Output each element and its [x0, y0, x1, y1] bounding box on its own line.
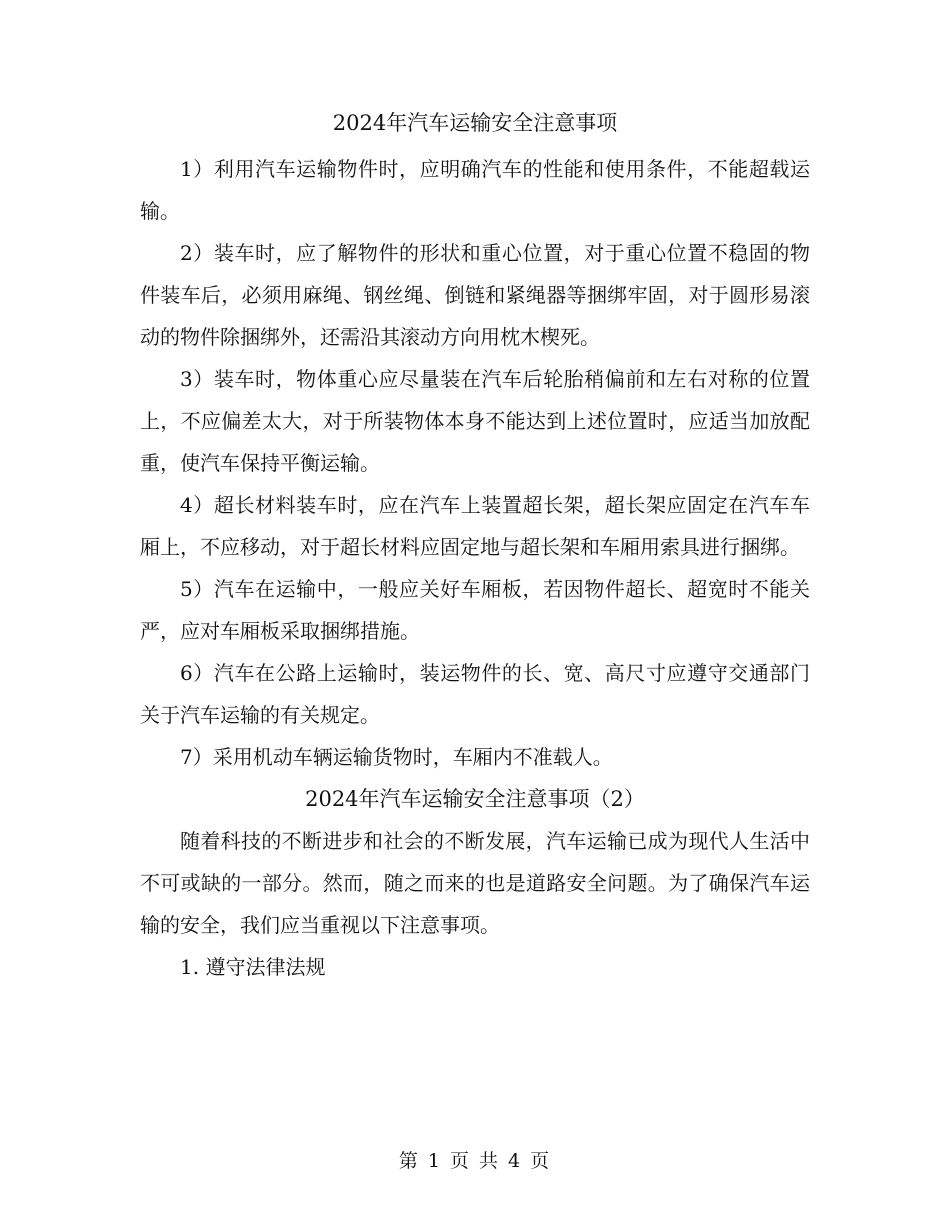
- section-title-2: 2024年汽车运输安全注意事项（2）: [305, 787, 645, 811]
- paragraph-4: 4）超长材料装车时，应在汽车上装置超长架，超长架应固定在汽车车厢上，不应移动，对于超长材料应固定地与超长架和车厢用索具进行捆绑。: [140, 493, 810, 559]
- paragraph-7: 7）采用机动车辆运输货物时，车厢内不准载人。: [180, 745, 613, 769]
- paragraph-3: 3）装车时，物体重心应尽量装在汽车后轮胎稍偏前和左右对称的位置上，不应偏差太大，对于所装物体本身不能达到上述位置时，应适当加放配重，使汽车保持平衡运输。: [140, 367, 810, 475]
- paragraph-6: 6）汽车在公路上运输时，装运物件的长、宽、高尺寸应遵守交通部门关于汽车运输的有关规定。: [140, 661, 810, 727]
- paragraph-1: 1）利用汽车运输物件时，应明确汽车的性能和使用条件，不能超载运输。: [140, 157, 810, 223]
- section-2-heading-1: 1. 遵守法律法规: [180, 955, 326, 979]
- document-title: 2024年汽车运输安全注意事项: [332, 111, 618, 135]
- paragraph-2: 2）装车时，应了解物件的形状和重心位置，对于重心位置不稳固的物件装车后，必须用麻绳、钢丝绳、倒链和紧绳器等捆绑牢固，对于圆形易滚动的物件除捆绑外，还需沿其滚动方向用枕木楔死。: [140, 241, 810, 349]
- section-2-paragraph-1: 随着科技的不断进步和社会的不断发展，汽车运输已成为现代人生活中不可或缺的一部分。然而，随之而来的也是道路安全问题。为了确保汽车运输的安全，我们应当重视以下注意事项。: [140, 829, 810, 937]
- paragraph-5: 5）汽车在运输中，一般应关好车厢板，若因物件超长、超宽时不能关严，应对车厢板采取捆绑措施。: [140, 577, 810, 643]
- document-body: [140, 102, 810, 988]
- page-number-footer: 第 1 页 共 4 页: [398, 1150, 552, 1172]
